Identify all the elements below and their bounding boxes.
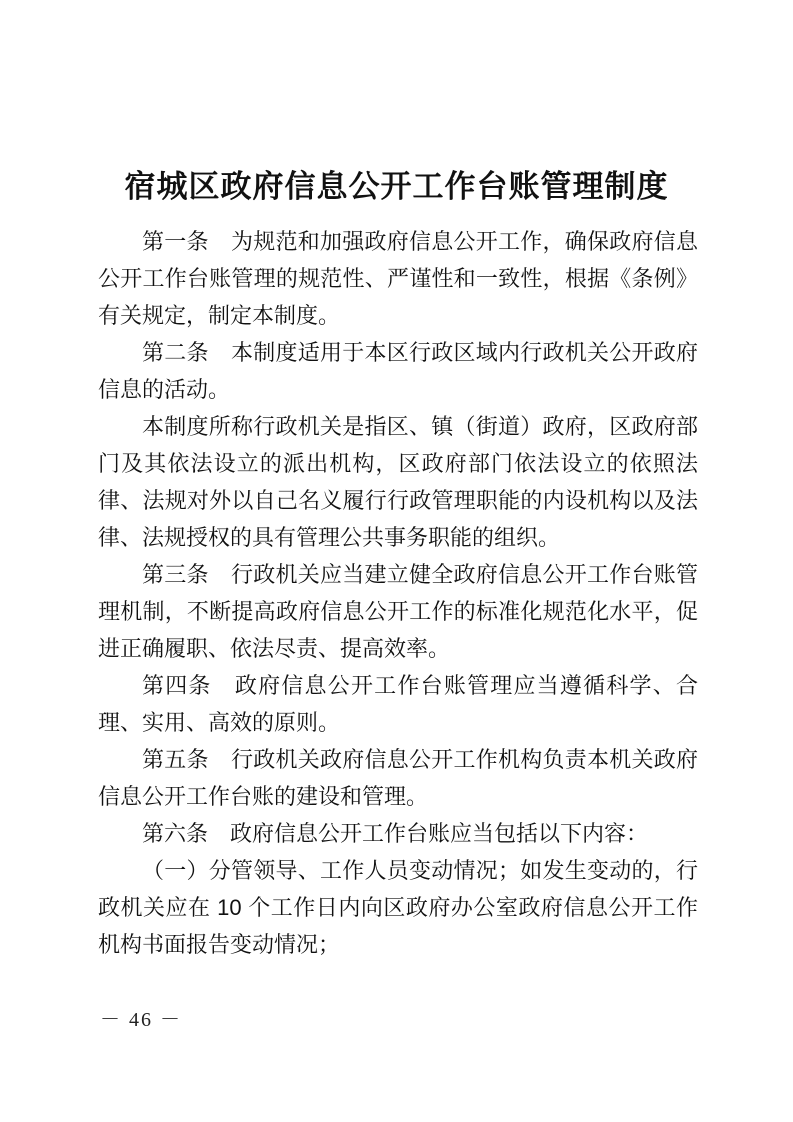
document-body: [98, 223, 698, 963]
page-title: 宿城区政府信息公开工作台账管理制度: [124, 168, 669, 204]
para-article-5: 第五条 行政机关政府信息公开工作机构负责本机关政府信息公开工作台账的建设和管理。: [98, 747, 698, 809]
para-article-6: 第六条 政府信息公开工作台账应当包括以下内容：: [142, 821, 649, 846]
para-article-6-item-1: （一）分管领导、工作人员变动情况；如发生变动的，行政机关应在 10 个工作日内向区政府办公室政府信息公开工作机构书面报告变动情况；: [98, 858, 698, 957]
para-article-2-definition: 本制度所称行政机关是指区、镇（街道）政府，区政府部门及其依法设立的派出机构，区政府部门依法设立的依照法律、法规对外以自己名义履行行政管理职能的内设机构以及法律、法规授权的具有管理公共事务职能的组织。: [98, 414, 698, 550]
para-article-3: 第三条 行政机关应当建立健全政府信息公开工作台账管理机制，不断提高政府信息公开工作的标准化规范化水平，促进正确履职、依法尽责、提高效率。: [98, 562, 698, 661]
para-article-4: 第四条 政府信息公开工作台账管理应当遵循科学、合理、实用、高效的原则。: [98, 673, 698, 735]
para-article-2: 第二条 本制度适用于本区行政区域内行政机关公开政府信息的活动。: [98, 340, 698, 402]
para-article-1: 第一条 为规范和加强政府信息公开工作，确保政府信息公开工作台账管理的规范性、严谨性和一致性，根据《条例》有关规定，制定本制度。: [98, 229, 698, 328]
page-number: － 46 －: [100, 1009, 182, 1031]
